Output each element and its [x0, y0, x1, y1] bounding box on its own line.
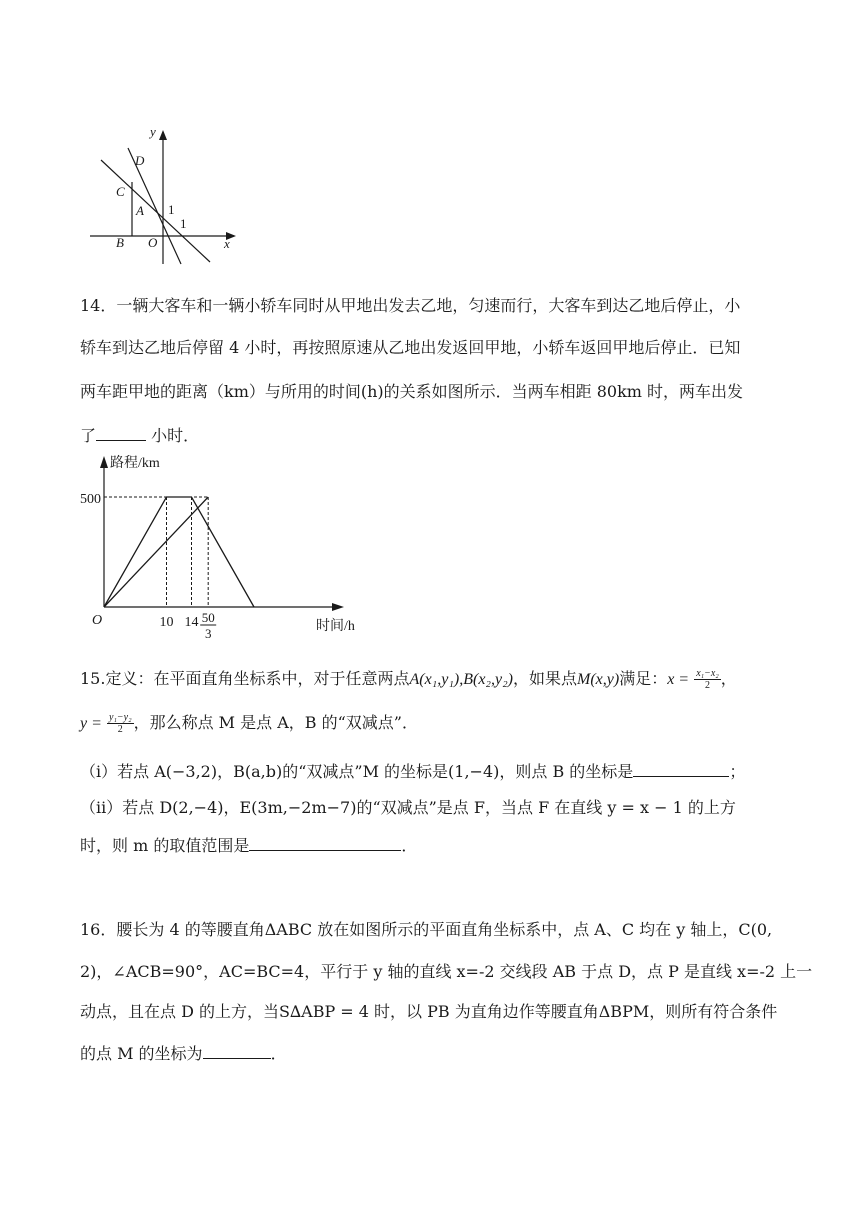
- chart-x-tick-14: 14: [184, 615, 199, 630]
- q14-chart: [80, 450, 370, 640]
- q15-ii-text: 若点 D(2,−4)，E(3m,−2m−7)的“双减点”是点 F，当点 F 在直线 y = x − 1 的上方: [122, 798, 736, 817]
- q14-number: 14．: [80, 296, 117, 315]
- q15-line2-rest: ，那么称点 M 是点 A，B 的“双减点”．: [133, 713, 418, 732]
- q15-y-fraction: [107, 712, 134, 735]
- q15-i-end: ；: [729, 762, 746, 781]
- q16-line2: 2)，∠ACB=90°，AC=BC=4，平行于 y 轴的直线 x=-2 交线段 AB 于点 D，点 P 是直线 x=-2 上一: [80, 962, 813, 981]
- chart-series-2: [104, 497, 208, 607]
- q14-line1: [80, 296, 790, 316]
- q15-line2: [80, 712, 790, 735]
- q15-part-ii: [80, 798, 790, 818]
- q14-line4-post: 小时．: [146, 426, 200, 445]
- q16-answer-blank[interactable]: [203, 1042, 271, 1059]
- q16-line1: 16．腰长为 4 的等腰直角ΔABC 放在如图所示的平面直角坐标系中，点 A、C 均在 y 轴上，C(0,: [80, 920, 773, 939]
- chart-origin: O: [92, 613, 103, 628]
- q15-point-m: M(x,y): [577, 671, 620, 688]
- q16-line4-post: ．: [270, 1044, 287, 1063]
- q15-x-fraction: [694, 668, 721, 691]
- q15-part-ii-line2: [80, 834, 790, 856]
- chart-series-1: [104, 497, 254, 607]
- origin-label: O: [148, 235, 158, 250]
- q16-line4-pre: 的点 M 的坐标为: [80, 1044, 203, 1063]
- q15-ii-line2: 时，则 m 的取值范围是: [80, 836, 250, 855]
- q13-figure: [86, 122, 246, 272]
- q16-line3: 动点，且在点 D 的上方，当S∆ABP = 4 时，以 PB 为直角边作等腰直角ΔBPM，则所有符合条件: [80, 1002, 778, 1021]
- q14-answer-blank[interactable]: [96, 424, 146, 441]
- q15-number: 15.: [80, 669, 106, 688]
- y-label: y: [150, 124, 156, 139]
- q15-y-eq: y =: [80, 715, 102, 732]
- q14-line3: 两车距甲地的距离（km）与所用的时间(h)的关系如图所示．当两车相距 80km 时，两车出发: [80, 382, 744, 401]
- q15-line1: 15.定义：在平面直角坐标系中，对于任意两点A(x₁,y₁),B(x₂,y₂)，如果点M(x,y)满足：x = $\frac{\text{x₁−x₂}}{2}$ ，: [80, 668, 737, 691]
- tick-one-x: 1: [180, 216, 187, 231]
- chart-y-arrow: [100, 456, 108, 468]
- q15-x-denominator: 2: [704, 680, 710, 691]
- q15-mid: ，如果点: [512, 669, 577, 688]
- point-d-label: D: [135, 153, 145, 168]
- chart-ylabel: 路程/km: [110, 456, 160, 471]
- q15-ii-label: （ii）: [80, 798, 123, 817]
- y-arrow: [159, 130, 167, 140]
- chart-x-tick-10: 10: [159, 615, 174, 630]
- q15-part-i: [80, 760, 790, 782]
- point-a-label: A: [136, 203, 144, 218]
- q15-ii-answer-blank[interactable]: [249, 834, 401, 851]
- q15-points-ab: A(x₁,y₁),B(x₂,y₂): [409, 671, 513, 688]
- q15-y-numerator: y₁−y₂: [109, 712, 132, 723]
- chart-x-arrow: [332, 603, 344, 611]
- chart-y-tick-500: 500: [80, 492, 101, 507]
- tick-one-y: 1: [168, 202, 175, 217]
- q15-satisfy: 满足：: [619, 669, 668, 688]
- q14-line4-pre: 了: [80, 426, 97, 445]
- x-label: x: [224, 236, 230, 251]
- q15-y-denominator: 2: [117, 724, 123, 735]
- q15-x-eq: x =: [667, 671, 690, 688]
- q14-line2: 轿车到达乙地后停留 4 小时，再按照原速从乙地出发返回甲地，小轿车返回甲地后停止．已知: [80, 338, 741, 357]
- q14-line4: [80, 424, 790, 446]
- q15-i-text: 若点 A(−3,2)，B(a,b)的“双减点”M 的坐标是(1,−4)，则点 B 的坐标是: [117, 762, 634, 781]
- q15-ii-end: ．: [401, 836, 418, 855]
- q15-x-numerator: x₁−x₂: [696, 668, 719, 679]
- chart-x-tick-frac-num: 50: [201, 610, 215, 625]
- chart-xlabel: 时间/h: [316, 619, 355, 634]
- q15-i-answer-blank[interactable]: [633, 760, 729, 777]
- q15-def-prefix: 定义：在平面直角坐标系中，对于任意两点: [105, 669, 410, 688]
- point-b-label: B: [116, 235, 124, 250]
- q16-line4: [80, 1042, 790, 1064]
- point-c-label: C: [116, 184, 125, 199]
- q15-i-label: （i）: [80, 762, 118, 781]
- chart-x-tick-frac-den: 3: [204, 626, 212, 640]
- q14-text-1: 一辆大客车和一辆小轿车同时从甲地出发去乙地，匀速而行，大客车到达乙地后停止，小: [116, 296, 741, 315]
